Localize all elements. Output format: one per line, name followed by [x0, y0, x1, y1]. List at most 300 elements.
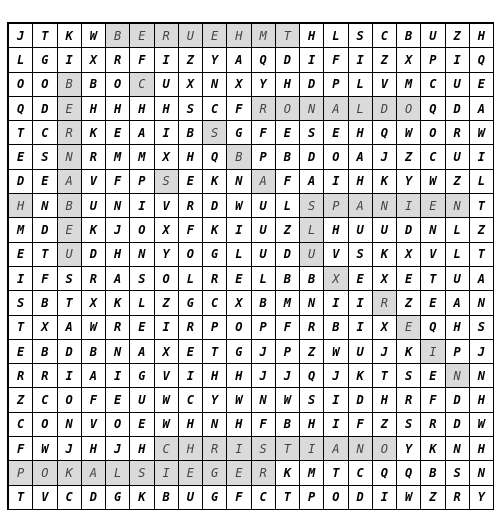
- letter-cell[interactable]: T: [9, 316, 33, 340]
- letter-cell[interactable]: O: [397, 97, 421, 121]
- letter-cell[interactable]: A: [252, 170, 276, 194]
- letter-cell[interactable]: H: [179, 437, 203, 461]
- letter-cell[interactable]: E: [58, 97, 82, 121]
- letter-cell[interactable]: E: [179, 170, 203, 194]
- letter-cell[interactable]: E: [106, 121, 130, 145]
- letter-cell[interactable]: F: [82, 388, 106, 412]
- letter-cell[interactable]: V: [82, 170, 106, 194]
- letter-cell[interactable]: K: [349, 364, 373, 388]
- letter-cell[interactable]: L: [179, 267, 203, 291]
- letter-cell[interactable]: I: [155, 48, 179, 72]
- letter-cell[interactable]: H: [155, 97, 179, 121]
- letter-cell[interactable]: C: [155, 437, 179, 461]
- letter-cell[interactable]: K: [130, 486, 154, 510]
- letter-cell[interactable]: E: [227, 267, 251, 291]
- letter-cell[interactable]: G: [227, 340, 251, 364]
- letter-cell[interactable]: O: [130, 218, 154, 242]
- letter-cell[interactable]: H: [470, 388, 494, 412]
- letter-cell[interactable]: W: [155, 413, 179, 437]
- letter-cell[interactable]: Q: [203, 145, 227, 169]
- letter-cell[interactable]: W: [470, 413, 494, 437]
- letter-cell[interactable]: N: [106, 194, 130, 218]
- letter-cell[interactable]: P: [446, 340, 470, 364]
- letter-cell[interactable]: Z: [276, 218, 300, 242]
- letter-cell[interactable]: H: [446, 316, 470, 340]
- letter-cell[interactable]: Z: [9, 388, 33, 412]
- letter-cell[interactable]: E: [58, 218, 82, 242]
- letter-cell[interactable]: N: [58, 413, 82, 437]
- letter-cell[interactable]: C: [179, 388, 203, 412]
- letter-cell[interactable]: A: [106, 267, 130, 291]
- letter-cell[interactable]: H: [276, 73, 300, 97]
- letter-cell[interactable]: Q: [397, 461, 421, 485]
- letter-cell[interactable]: K: [58, 24, 82, 48]
- letter-cell[interactable]: F: [106, 170, 130, 194]
- letter-cell[interactable]: R: [106, 48, 130, 72]
- letter-cell[interactable]: R: [179, 316, 203, 340]
- letter-cell[interactable]: M: [300, 461, 324, 485]
- letter-cell[interactable]: F: [276, 170, 300, 194]
- letter-cell[interactable]: O: [58, 388, 82, 412]
- letter-cell[interactable]: H: [373, 388, 397, 412]
- letter-cell[interactable]: E: [9, 243, 33, 267]
- letter-cell[interactable]: W: [82, 24, 106, 48]
- letter-cell[interactable]: A: [82, 364, 106, 388]
- letter-cell[interactable]: W: [470, 121, 494, 145]
- letter-cell[interactable]: X: [179, 73, 203, 97]
- letter-cell[interactable]: H: [349, 170, 373, 194]
- letter-cell[interactable]: I: [155, 461, 179, 485]
- letter-cell[interactable]: L: [349, 97, 373, 121]
- letter-cell[interactable]: F: [227, 486, 251, 510]
- letter-cell[interactable]: R: [446, 486, 470, 510]
- letter-cell[interactable]: J: [252, 364, 276, 388]
- letter-cell[interactable]: Q: [421, 316, 445, 340]
- letter-cell[interactable]: F: [349, 413, 373, 437]
- letter-cell[interactable]: R: [373, 291, 397, 315]
- letter-cell[interactable]: J: [276, 364, 300, 388]
- letter-cell[interactable]: Q: [373, 461, 397, 485]
- letter-cell[interactable]: P: [203, 316, 227, 340]
- letter-cell[interactable]: H: [106, 243, 130, 267]
- letter-cell[interactable]: H: [470, 437, 494, 461]
- letter-cell[interactable]: L: [446, 243, 470, 267]
- letter-cell[interactable]: L: [276, 194, 300, 218]
- letter-cell[interactable]: N: [470, 364, 494, 388]
- letter-cell[interactable]: S: [349, 24, 373, 48]
- letter-cell[interactable]: H: [470, 24, 494, 48]
- letter-cell[interactable]: I: [58, 48, 82, 72]
- letter-cell[interactable]: S: [300, 194, 324, 218]
- letter-cell[interactable]: T: [324, 461, 348, 485]
- letter-cell[interactable]: N: [252, 388, 276, 412]
- letter-cell[interactable]: U: [446, 145, 470, 169]
- letter-cell[interactable]: K: [373, 243, 397, 267]
- letter-cell[interactable]: D: [300, 73, 324, 97]
- letter-cell[interactable]: M: [252, 24, 276, 48]
- letter-cell[interactable]: T: [276, 24, 300, 48]
- letter-cell[interactable]: E: [397, 316, 421, 340]
- letter-cell[interactable]: S: [130, 267, 154, 291]
- letter-cell[interactable]: E: [33, 170, 57, 194]
- letter-cell[interactable]: R: [421, 413, 445, 437]
- letter-cell[interactable]: J: [373, 340, 397, 364]
- letter-cell[interactable]: A: [58, 170, 82, 194]
- letter-cell[interactable]: E: [276, 121, 300, 145]
- letter-cell[interactable]: Y: [470, 486, 494, 510]
- letter-cell[interactable]: Q: [470, 48, 494, 72]
- letter-cell[interactable]: B: [82, 340, 106, 364]
- letter-cell[interactable]: X: [33, 316, 57, 340]
- letter-cell[interactable]: V: [324, 243, 348, 267]
- letter-cell[interactable]: C: [33, 121, 57, 145]
- letter-cell[interactable]: Z: [397, 291, 421, 315]
- letter-cell[interactable]: C: [9, 413, 33, 437]
- letter-cell[interactable]: D: [373, 97, 397, 121]
- letter-cell[interactable]: A: [324, 437, 348, 461]
- letter-cell[interactable]: N: [421, 218, 445, 242]
- letter-cell[interactable]: G: [203, 486, 227, 510]
- letter-cell[interactable]: R: [106, 316, 130, 340]
- letter-cell[interactable]: E: [349, 267, 373, 291]
- letter-cell[interactable]: J: [106, 437, 130, 461]
- letter-cell[interactable]: M: [276, 291, 300, 315]
- letter-cell[interactable]: Q: [421, 97, 445, 121]
- letter-cell[interactable]: H: [227, 24, 251, 48]
- letter-cell[interactable]: W: [397, 486, 421, 510]
- letter-cell[interactable]: O: [9, 73, 33, 97]
- letter-cell[interactable]: D: [397, 218, 421, 242]
- letter-cell[interactable]: B: [155, 486, 179, 510]
- letter-cell[interactable]: D: [446, 388, 470, 412]
- letter-cell[interactable]: H: [300, 24, 324, 48]
- letter-cell[interactable]: B: [58, 73, 82, 97]
- letter-cell[interactable]: T: [276, 486, 300, 510]
- letter-cell[interactable]: E: [130, 413, 154, 437]
- letter-cell[interactable]: Z: [421, 486, 445, 510]
- letter-cell[interactable]: Q: [252, 48, 276, 72]
- letter-cell[interactable]: S: [300, 121, 324, 145]
- letter-cell[interactable]: O: [324, 145, 348, 169]
- letter-cell[interactable]: O: [33, 461, 57, 485]
- letter-cell[interactable]: A: [324, 97, 348, 121]
- letter-cell[interactable]: U: [252, 243, 276, 267]
- letter-cell[interactable]: S: [300, 388, 324, 412]
- letter-cell[interactable]: A: [130, 340, 154, 364]
- letter-cell[interactable]: I: [324, 291, 348, 315]
- letter-cell[interactable]: A: [470, 267, 494, 291]
- letter-cell[interactable]: I: [421, 340, 445, 364]
- letter-cell[interactable]: C: [349, 461, 373, 485]
- letter-cell[interactable]: A: [446, 291, 470, 315]
- letter-cell[interactable]: B: [421, 461, 445, 485]
- letter-cell[interactable]: P: [421, 48, 445, 72]
- letter-cell[interactable]: K: [106, 291, 130, 315]
- letter-cell[interactable]: S: [155, 170, 179, 194]
- letter-cell[interactable]: F: [421, 388, 445, 412]
- letter-cell[interactable]: B: [276, 145, 300, 169]
- letter-cell[interactable]: D: [276, 48, 300, 72]
- letter-cell[interactable]: I: [300, 48, 324, 72]
- letter-cell[interactable]: A: [227, 48, 251, 72]
- letter-cell[interactable]: P: [252, 316, 276, 340]
- letter-cell[interactable]: F: [9, 437, 33, 461]
- letter-cell[interactable]: B: [324, 316, 348, 340]
- letter-cell[interactable]: N: [349, 437, 373, 461]
- letter-cell[interactable]: C: [421, 73, 445, 97]
- letter-cell[interactable]: X: [373, 267, 397, 291]
- letter-cell[interactable]: Q: [9, 97, 33, 121]
- letter-cell[interactable]: B: [58, 194, 82, 218]
- letter-cell[interactable]: P: [130, 170, 154, 194]
- letter-cell[interactable]: D: [349, 486, 373, 510]
- letter-cell[interactable]: I: [9, 267, 33, 291]
- letter-cell[interactable]: G: [106, 486, 130, 510]
- letter-cell[interactable]: A: [470, 97, 494, 121]
- letter-cell[interactable]: E: [397, 267, 421, 291]
- letter-cell[interactable]: N: [227, 170, 251, 194]
- letter-cell[interactable]: U: [373, 218, 397, 242]
- letter-cell[interactable]: Z: [373, 48, 397, 72]
- letter-cell[interactable]: S: [33, 145, 57, 169]
- letter-cell[interactable]: H: [179, 413, 203, 437]
- letter-cell[interactable]: U: [349, 218, 373, 242]
- letter-cell[interactable]: T: [33, 24, 57, 48]
- letter-cell[interactable]: I: [349, 291, 373, 315]
- letter-cell[interactable]: M: [9, 218, 33, 242]
- letter-cell[interactable]: T: [9, 486, 33, 510]
- letter-cell[interactable]: I: [349, 316, 373, 340]
- letter-cell[interactable]: F: [324, 48, 348, 72]
- letter-cell[interactable]: Z: [155, 291, 179, 315]
- letter-cell[interactable]: W: [33, 437, 57, 461]
- letter-cell[interactable]: B: [252, 291, 276, 315]
- letter-cell[interactable]: W: [421, 170, 445, 194]
- letter-cell[interactable]: F: [33, 267, 57, 291]
- letter-cell[interactable]: R: [252, 461, 276, 485]
- letter-cell[interactable]: C: [203, 97, 227, 121]
- letter-cell[interactable]: T: [203, 340, 227, 364]
- letter-cell[interactable]: U: [179, 486, 203, 510]
- letter-cell[interactable]: W: [227, 194, 251, 218]
- letter-cell[interactable]: X: [155, 145, 179, 169]
- letter-cell[interactable]: I: [155, 121, 179, 145]
- letter-cell[interactable]: F: [252, 413, 276, 437]
- letter-cell[interactable]: W: [227, 388, 251, 412]
- letter-cell[interactable]: I: [300, 437, 324, 461]
- letter-cell[interactable]: U: [252, 194, 276, 218]
- letter-cell[interactable]: E: [130, 316, 154, 340]
- letter-cell[interactable]: U: [349, 340, 373, 364]
- letter-cell[interactable]: J: [252, 340, 276, 364]
- letter-cell[interactable]: T: [421, 267, 445, 291]
- letter-cell[interactable]: B: [82, 73, 106, 97]
- letter-cell[interactable]: H: [179, 145, 203, 169]
- letter-cell[interactable]: Y: [203, 388, 227, 412]
- letter-cell[interactable]: R: [300, 316, 324, 340]
- letter-cell[interactable]: D: [203, 194, 227, 218]
- letter-cell[interactable]: V: [82, 413, 106, 437]
- letter-cell[interactable]: A: [349, 194, 373, 218]
- letter-cell[interactable]: I: [349, 48, 373, 72]
- letter-cell[interactable]: Y: [397, 437, 421, 461]
- letter-cell[interactable]: S: [397, 364, 421, 388]
- letter-cell[interactable]: A: [349, 145, 373, 169]
- letter-cell[interactable]: W: [324, 340, 348, 364]
- letter-cell[interactable]: N: [373, 194, 397, 218]
- letter-cell[interactable]: I: [397, 194, 421, 218]
- letter-cell[interactable]: W: [155, 388, 179, 412]
- letter-cell[interactable]: J: [106, 218, 130, 242]
- letter-cell[interactable]: S: [179, 97, 203, 121]
- letter-cell[interactable]: E: [9, 145, 33, 169]
- letter-cell[interactable]: C: [58, 486, 82, 510]
- letter-cell[interactable]: O: [276, 97, 300, 121]
- letter-cell[interactable]: K: [203, 218, 227, 242]
- letter-cell[interactable]: J: [373, 145, 397, 169]
- letter-cell[interactable]: F: [252, 121, 276, 145]
- letter-cell[interactable]: O: [227, 316, 251, 340]
- letter-cell[interactable]: K: [58, 461, 82, 485]
- letter-cell[interactable]: C: [421, 145, 445, 169]
- letter-cell[interactable]: U: [446, 267, 470, 291]
- letter-cell[interactable]: X: [155, 340, 179, 364]
- letter-cell[interactable]: C: [130, 73, 154, 97]
- letter-cell[interactable]: E: [470, 73, 494, 97]
- letter-cell[interactable]: D: [300, 145, 324, 169]
- letter-cell[interactable]: D: [349, 388, 373, 412]
- letter-cell[interactable]: T: [276, 437, 300, 461]
- letter-cell[interactable]: N: [446, 194, 470, 218]
- letter-cell[interactable]: K: [421, 437, 445, 461]
- letter-cell[interactable]: S: [130, 461, 154, 485]
- letter-cell[interactable]: P: [9, 461, 33, 485]
- letter-cell[interactable]: H: [9, 194, 33, 218]
- letter-cell[interactable]: K: [276, 461, 300, 485]
- letter-cell[interactable]: H: [324, 218, 348, 242]
- letter-cell[interactable]: U: [446, 73, 470, 97]
- letter-cell[interactable]: F: [227, 97, 251, 121]
- letter-cell[interactable]: L: [470, 170, 494, 194]
- letter-cell[interactable]: K: [397, 340, 421, 364]
- letter-cell[interactable]: B: [179, 121, 203, 145]
- letter-cell[interactable]: D: [446, 413, 470, 437]
- letter-cell[interactable]: W: [397, 121, 421, 145]
- letter-cell[interactable]: W: [276, 388, 300, 412]
- letter-cell[interactable]: E: [179, 461, 203, 485]
- letter-cell[interactable]: Z: [179, 48, 203, 72]
- letter-cell[interactable]: E: [324, 121, 348, 145]
- letter-cell[interactable]: D: [33, 218, 57, 242]
- letter-cell[interactable]: L: [227, 243, 251, 267]
- letter-cell[interactable]: U: [82, 194, 106, 218]
- letter-cell[interactable]: R: [33, 364, 57, 388]
- letter-cell[interactable]: V: [421, 243, 445, 267]
- letter-cell[interactable]: L: [252, 267, 276, 291]
- letter-cell[interactable]: D: [58, 340, 82, 364]
- letter-cell[interactable]: R: [446, 121, 470, 145]
- letter-cell[interactable]: G: [203, 461, 227, 485]
- letter-cell[interactable]: I: [324, 388, 348, 412]
- letter-cell[interactable]: K: [82, 121, 106, 145]
- letter-cell[interactable]: D: [82, 243, 106, 267]
- letter-cell[interactable]: I: [179, 364, 203, 388]
- letter-cell[interactable]: N: [300, 97, 324, 121]
- letter-cell[interactable]: Z: [446, 170, 470, 194]
- letter-cell[interactable]: R: [155, 24, 179, 48]
- letter-cell[interactable]: N: [300, 291, 324, 315]
- letter-cell[interactable]: Z: [373, 413, 397, 437]
- letter-cell[interactable]: Z: [470, 218, 494, 242]
- letter-cell[interactable]: H: [130, 437, 154, 461]
- letter-cell[interactable]: R: [58, 121, 82, 145]
- letter-cell[interactable]: L: [130, 291, 154, 315]
- letter-cell[interactable]: E: [421, 194, 445, 218]
- letter-cell[interactable]: R: [82, 267, 106, 291]
- letter-cell[interactable]: T: [470, 243, 494, 267]
- letter-cell[interactable]: U: [300, 243, 324, 267]
- letter-cell[interactable]: V: [155, 364, 179, 388]
- letter-cell[interactable]: M: [397, 73, 421, 97]
- letter-cell[interactable]: Z: [397, 145, 421, 169]
- letter-cell[interactable]: A: [58, 316, 82, 340]
- letter-cell[interactable]: C: [203, 291, 227, 315]
- letter-cell[interactable]: B: [300, 267, 324, 291]
- letter-cell[interactable]: A: [82, 461, 106, 485]
- letter-cell[interactable]: H: [130, 97, 154, 121]
- letter-cell[interactable]: X: [324, 267, 348, 291]
- letter-cell[interactable]: N: [470, 461, 494, 485]
- letter-cell[interactable]: X: [397, 48, 421, 72]
- letter-cell[interactable]: H: [203, 364, 227, 388]
- letter-cell[interactable]: I: [470, 145, 494, 169]
- letter-cell[interactable]: I: [227, 437, 251, 461]
- letter-cell[interactable]: R: [397, 388, 421, 412]
- letter-cell[interactable]: X: [227, 291, 251, 315]
- letter-cell[interactable]: D: [276, 243, 300, 267]
- letter-cell[interactable]: T: [470, 194, 494, 218]
- letter-cell[interactable]: Y: [155, 243, 179, 267]
- letter-cell[interactable]: R: [252, 97, 276, 121]
- letter-cell[interactable]: S: [58, 267, 82, 291]
- letter-cell[interactable]: I: [155, 316, 179, 340]
- letter-cell[interactable]: H: [349, 121, 373, 145]
- letter-cell[interactable]: U: [421, 24, 445, 48]
- letter-cell[interactable]: O: [179, 243, 203, 267]
- letter-cell[interactable]: B: [276, 413, 300, 437]
- letter-cell[interactable]: X: [373, 316, 397, 340]
- letter-cell[interactable]: E: [227, 461, 251, 485]
- letter-cell[interactable]: S: [252, 437, 276, 461]
- letter-cell[interactable]: K: [373, 170, 397, 194]
- letter-cell[interactable]: S: [446, 461, 470, 485]
- letter-cell[interactable]: O: [33, 413, 57, 437]
- letter-cell[interactable]: U: [252, 218, 276, 242]
- letter-cell[interactable]: V: [155, 194, 179, 218]
- letter-cell[interactable]: U: [58, 243, 82, 267]
- letter-cell[interactable]: O: [106, 413, 130, 437]
- letter-cell[interactable]: B: [33, 340, 57, 364]
- letter-cell[interactable]: G: [33, 48, 57, 72]
- letter-cell[interactable]: B: [227, 145, 251, 169]
- letter-cell[interactable]: E: [203, 24, 227, 48]
- letter-cell[interactable]: N: [446, 437, 470, 461]
- letter-cell[interactable]: E: [130, 24, 154, 48]
- letter-cell[interactable]: S: [203, 121, 227, 145]
- letter-cell[interactable]: T: [58, 291, 82, 315]
- letter-cell[interactable]: R: [203, 267, 227, 291]
- letter-cell[interactable]: V: [373, 73, 397, 97]
